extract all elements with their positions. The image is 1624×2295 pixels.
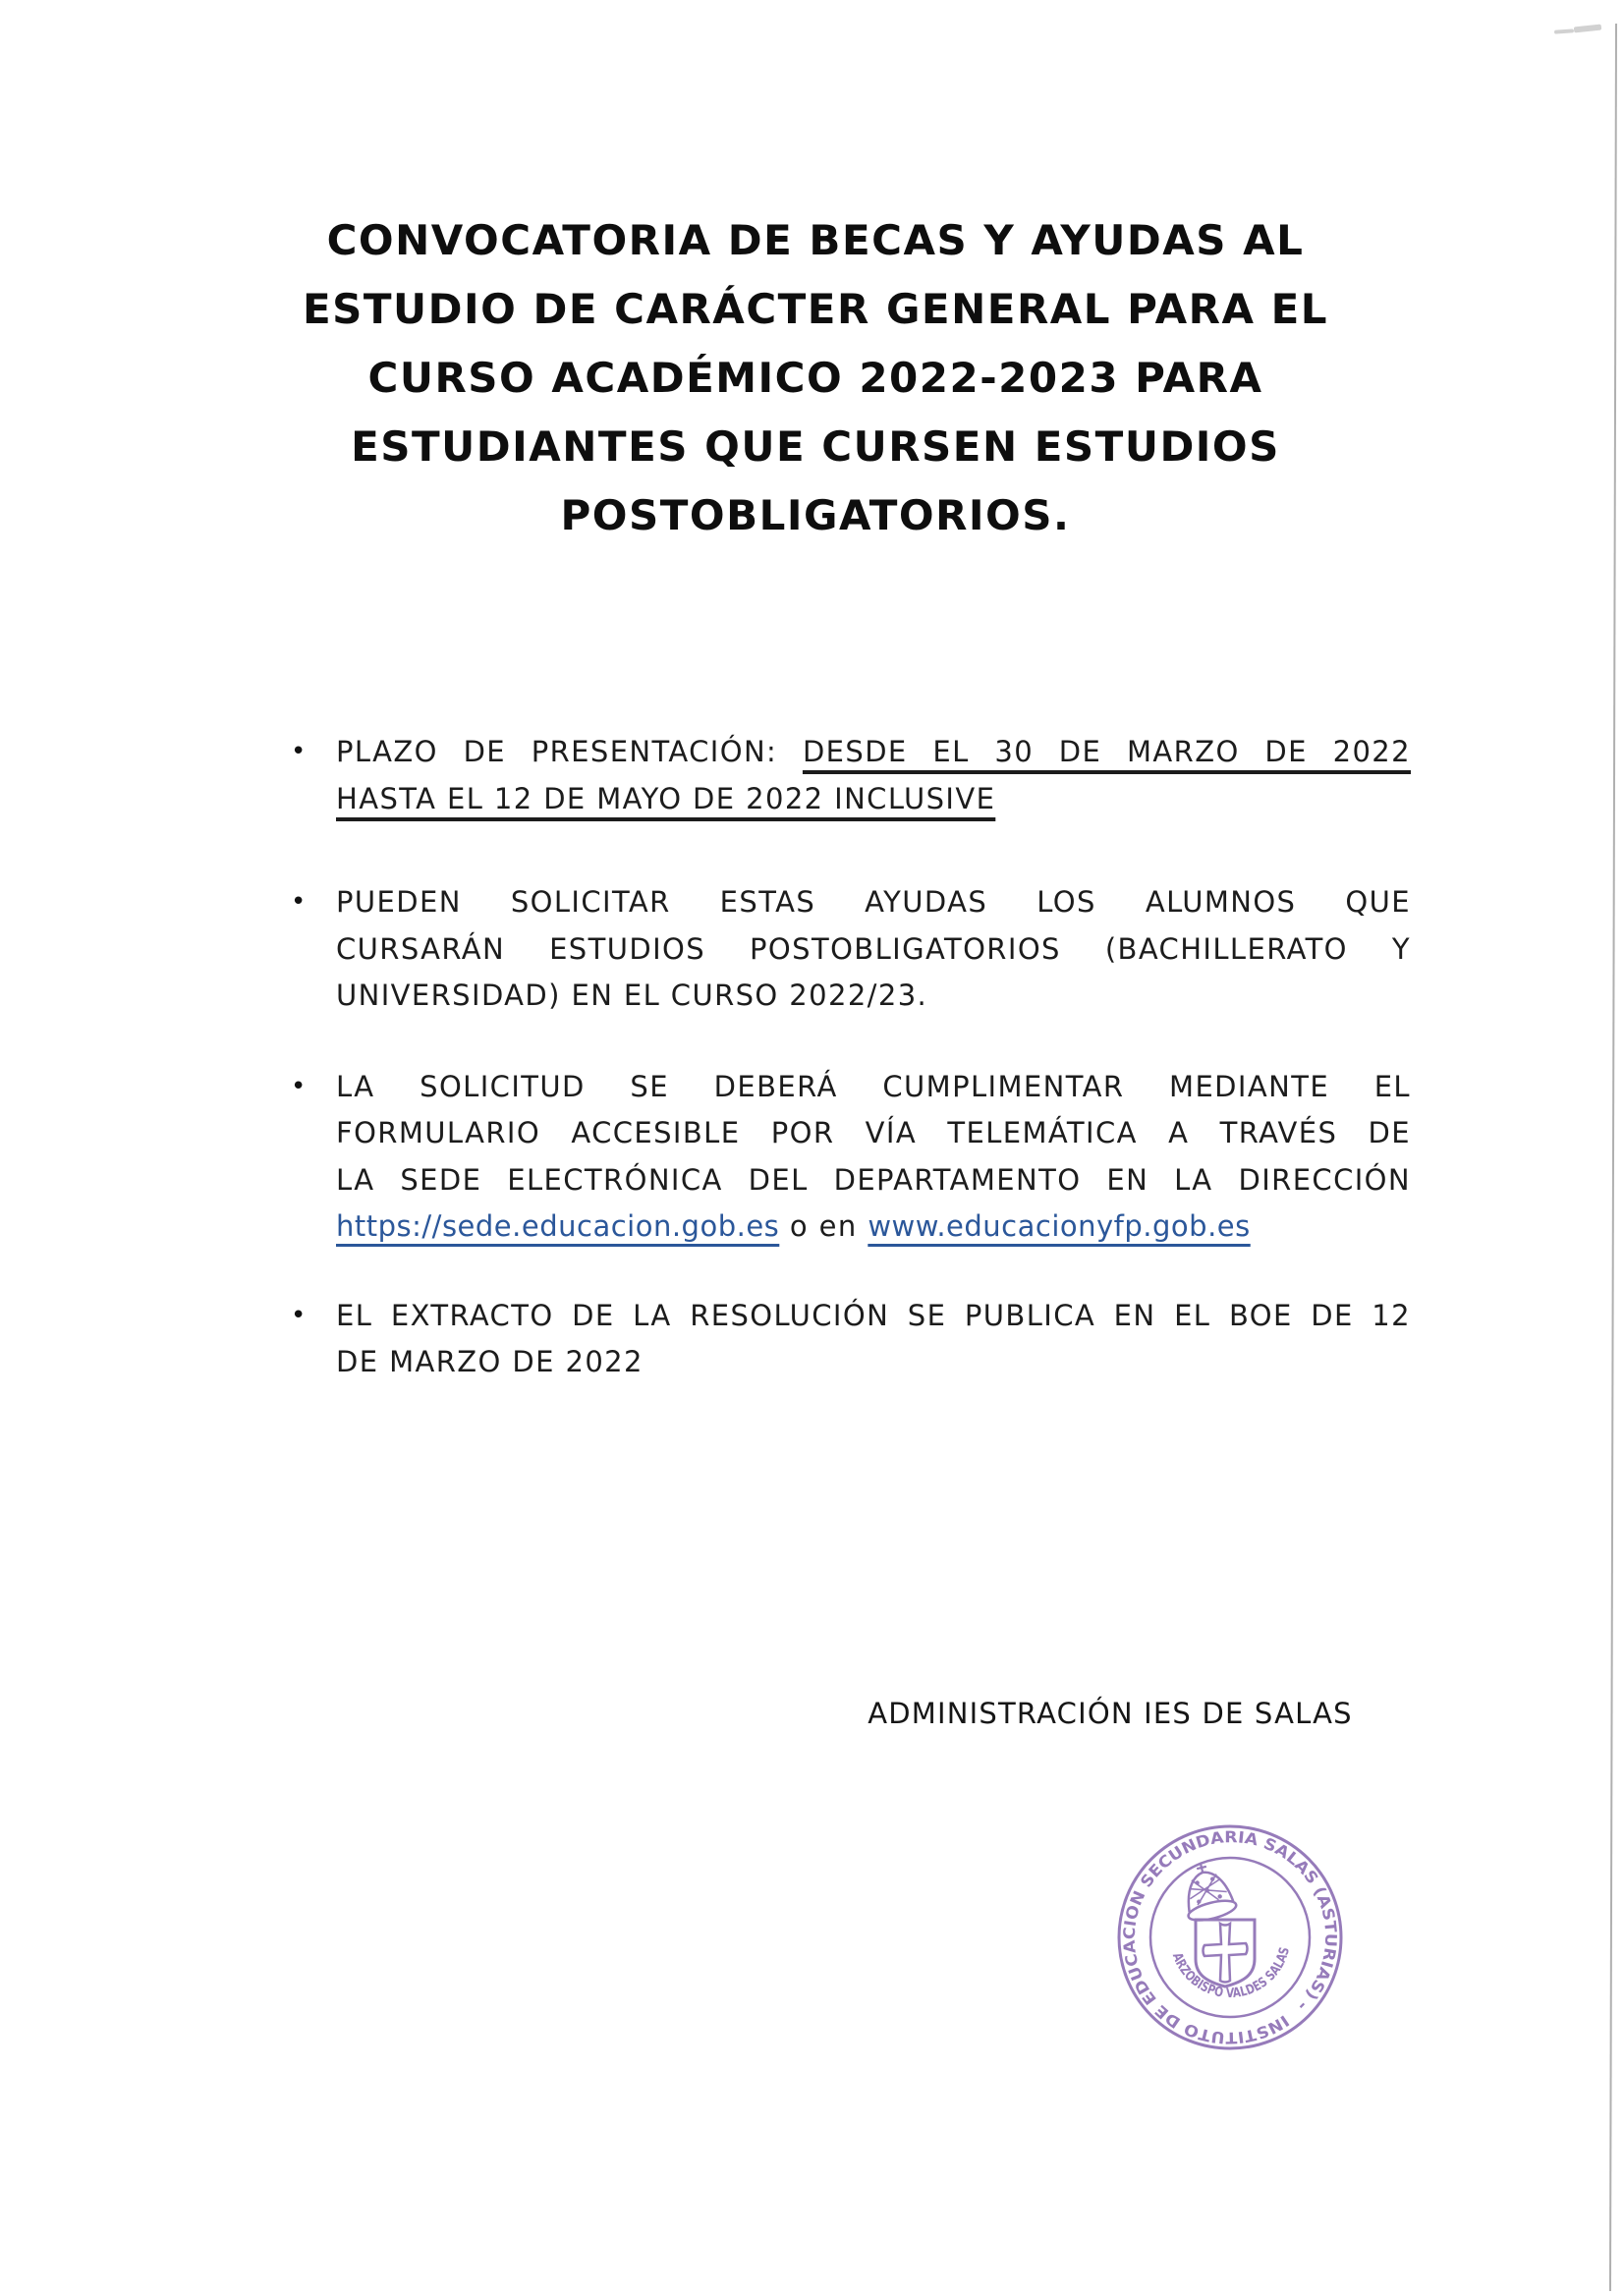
application-line-3: LA SEDE ELECTRÓNICA DEL DEPARTAMENTO EN LA DIRECCIÓN xyxy=(336,1162,1411,1197)
stamp-svg xyxy=(1108,1816,1352,2059)
eligibility-line-3: UNIVERSIDAD) EN EL CURSO 2022/23. xyxy=(336,979,928,1012)
bullet-item-deadline xyxy=(291,729,1411,822)
bullet-text-application xyxy=(336,1064,1411,1251)
institutional-stamp xyxy=(1108,1816,1352,2059)
bullet-text-eligibility xyxy=(336,879,1411,1020)
signature-line: ADMINISTRACIÓN IES DE SALAS xyxy=(868,1697,1353,1730)
title-line-3: CURSO ACADÉMICO 2022-2023 PARA xyxy=(367,354,1263,402)
link-educacionyfp[interactable]: www.educacionyfp.gob.es xyxy=(868,1209,1251,1243)
bullet-text-deadline xyxy=(336,729,1411,822)
boe-line-2: DE MARZO DE 2022 xyxy=(336,1345,644,1378)
eligibility-line-2: CURSARÁN ESTUDIOS POSTOBLIGATORIOS (BACHILLERATO Y xyxy=(336,931,1411,966)
bullet-text-boe xyxy=(336,1293,1411,1386)
link-sede-educacion[interactable]: https://sede.educacion.gob.es xyxy=(336,1209,780,1243)
stamp-crown-icon xyxy=(1177,1857,1239,1924)
title-line-2: ESTUDIO DE CARÁCTER GENERAL PARA EL xyxy=(302,285,1329,333)
bullet-marker: • xyxy=(291,737,307,766)
title-line-1: CONVOCATORIA DE BECAS Y AYUDAS AL xyxy=(326,216,1305,264)
link-separator-text: o en xyxy=(779,1209,868,1243)
stamp-ring-text: INSTITUTO DE EDUCACION SECUNDARIA SALAS (ASTURIAS) - xyxy=(1119,1827,1341,2047)
stamp-inner-arc-text: ARZOBISPO VALDES SALAS xyxy=(1168,1943,1294,2002)
bullet-list xyxy=(291,729,1411,1386)
bullet-marker: • xyxy=(291,1300,307,1330)
deadline-label: PLAZO DE PRESENTACIÓN: xyxy=(336,735,803,768)
eligibility-line-1: PUEDEN SOLICITAR ESTAS AYUDAS LOS ALUMNOS QUE xyxy=(336,885,1411,919)
stamp-graphics xyxy=(1119,1826,1341,2048)
scan-edge-artifact xyxy=(1609,24,1617,2291)
bullet-marker: • xyxy=(291,887,307,917)
deadline-underlined-part1: DESDE EL 30 DE MARZO DE 2022 xyxy=(802,735,1411,768)
title-line-5: POSTOBLIGATORIOS. xyxy=(560,491,1071,539)
bullet-marker: • xyxy=(291,1071,307,1101)
application-line-1: LA SOLICITUD SE DEBERÁ CUMPLIMENTAR MEDIANTE EL xyxy=(336,1069,1411,1103)
boe-line-1: EL EXTRACTO DE LA RESOLUCIÓN SE PUBLICA EN EL BOE DE 12 xyxy=(336,1298,1411,1332)
deadline-underlined-part2: HASTA EL 12 DE MAYO DE 2022 INCLUSIVE xyxy=(336,781,996,815)
bullet-item-eligibility xyxy=(291,879,1411,1020)
scan-speck-artifact xyxy=(1574,25,1601,33)
bullet-item-boe xyxy=(291,1293,1411,1386)
notice-title xyxy=(124,206,1507,550)
application-line-2: FORMULARIO ACCESIBLE POR VÍA TELEMÁTICA A TRAVÉS DE xyxy=(336,1116,1411,1149)
stamp-cross-icon xyxy=(1204,1924,1248,1983)
bullet-item-application xyxy=(291,1064,1411,1251)
scan-speck-artifact xyxy=(1554,28,1574,33)
title-line-4: ESTUDIANTES QUE CURSEN ESTUDIOS xyxy=(351,422,1280,471)
